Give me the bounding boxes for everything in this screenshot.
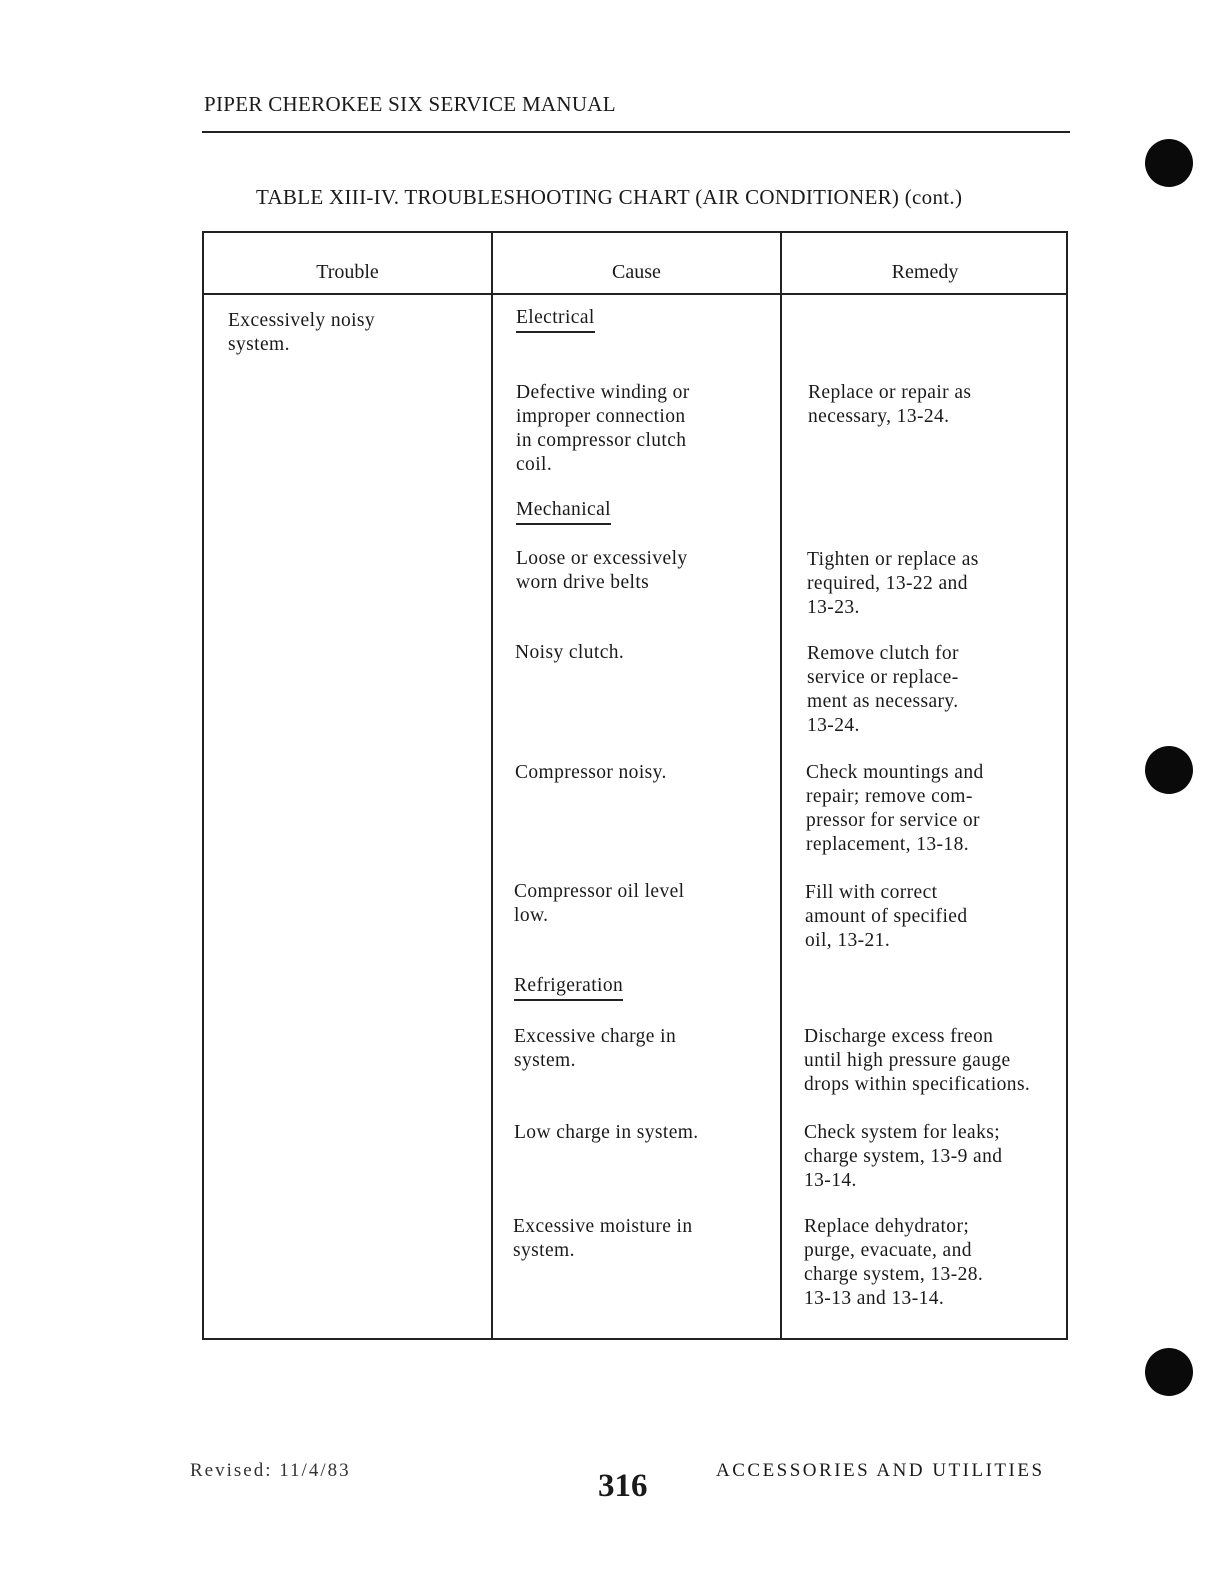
page-header-title: PIPER CHEROKEE SIX SERVICE MANUAL — [204, 92, 616, 116]
remedy-cell: Discharge excess freon until high pressure gauge drops within specifications. — [804, 1026, 1031, 1095]
remedy-cell: Tighten or replace as required, 13-22 and 13-23. — [807, 549, 979, 618]
remedy-cell: Replace or repair as necessary, 13-24. — [808, 382, 972, 427]
cause-cell: Loose or excessively worn drive belts — [516, 548, 688, 593]
punch-hole-middle — [1145, 746, 1193, 794]
remedy-cell: Fill with correct amount of specified oil, 13-21. — [805, 882, 968, 951]
header-rule — [202, 131, 1070, 133]
column-divider-1 — [491, 233, 493, 1338]
remedy-cell: Check system for leaks; charge system, 13-9 and 13-14. — [804, 1122, 1003, 1191]
punch-hole-top — [1145, 139, 1193, 187]
category-electrical: Electrical — [516, 307, 595, 333]
remedy-cell: Replace dehydrator; purge, evacuate, and charge system, 13-28. 13-13 and 13-14. — [804, 1216, 984, 1309]
cause-cell: Noisy clutch. — [515, 642, 625, 663]
table-caption: TABLE XIII-IV. TROUBLESHOOTING CHART (AIR CONDITIONER) (cont.) — [256, 185, 963, 209]
cause-cell: Compressor noisy. — [515, 762, 667, 783]
footer-revised: Revised: 11/4/83 — [190, 1460, 351, 1481]
cause-cell: Excessive charge in system. — [514, 1026, 677, 1071]
troubleshooting-table — [202, 231, 1068, 1340]
column-header-trouble: Trouble — [316, 261, 379, 283]
cause-cell: Defective winding or improper connection in compressor clutch coil. — [516, 382, 690, 475]
cause-cell: Excessive moisture in system. — [513, 1216, 693, 1261]
column-header-cause: Cause — [612, 261, 661, 283]
punch-hole-bottom — [1145, 1348, 1193, 1396]
header-divider — [204, 293, 1066, 295]
category-mechanical: Mechanical — [516, 499, 611, 525]
column-divider-2 — [780, 233, 782, 1338]
footer-section: ACCESSORIES AND UTILITIES — [716, 1460, 1045, 1481]
remedy-cell: Remove clutch for service or replace- ment as necessary. 13-24. — [807, 643, 959, 736]
category-refrigeration: Refrigeration — [514, 975, 623, 1001]
cause-cell: Compressor oil level low. — [514, 881, 685, 926]
remedy-cell: Check mountings and repair; remove com- pressor for service or replacement, 13-18. — [806, 762, 984, 855]
column-header-remedy: Remedy — [891, 261, 959, 283]
cause-cell: Low charge in system. — [514, 1122, 699, 1143]
trouble-cell: Excessively noisy system. — [228, 310, 376, 355]
page-number: 316 — [598, 1468, 648, 1504]
